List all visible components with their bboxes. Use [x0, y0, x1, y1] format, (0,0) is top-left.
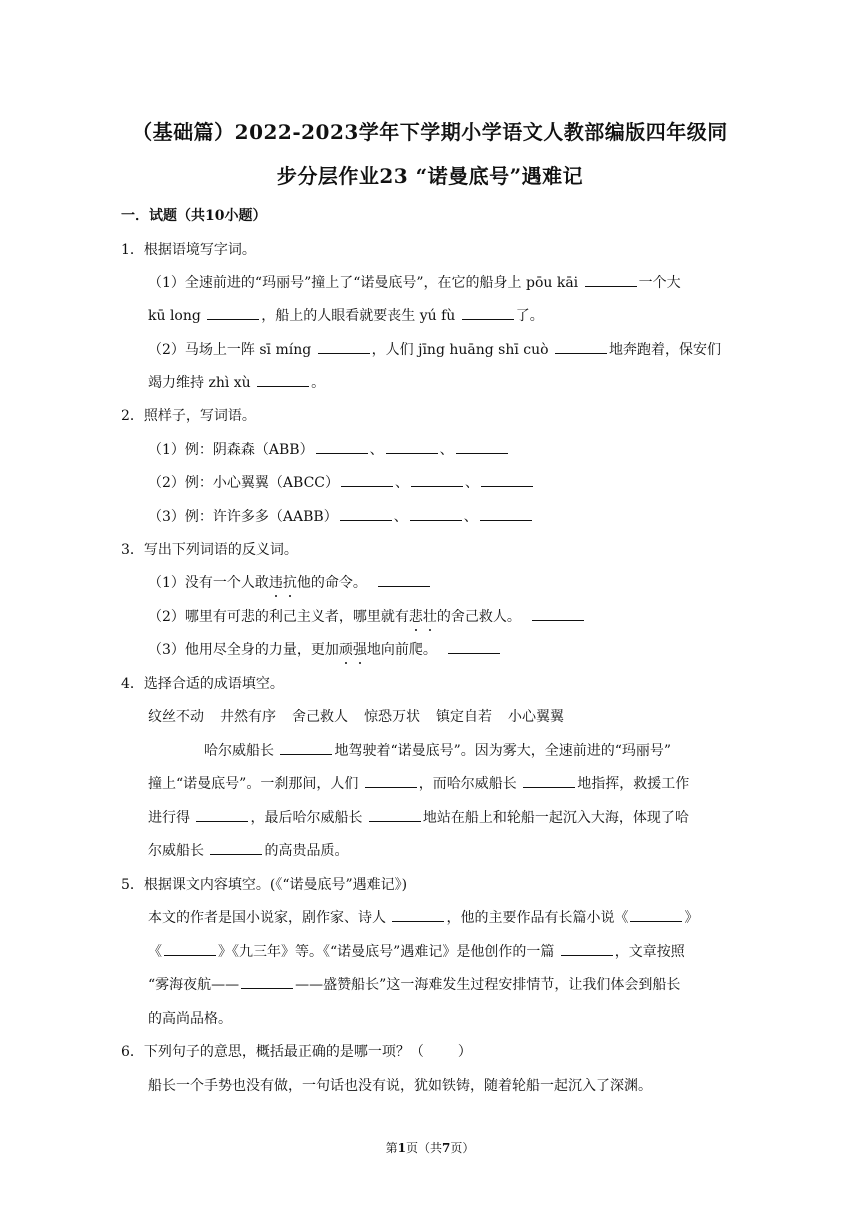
emphasis-char: 违	[269, 572, 283, 592]
q4-text: 尔威船长	[148, 843, 209, 859]
q4-text: 哈尔威船长	[204, 743, 279, 759]
q3-line1	[148, 572, 432, 592]
q5-text: ，文章按照	[614, 944, 685, 960]
footer-text: 第	[385, 1141, 398, 1155]
q1-text: 竭力维持 zhì xù	[148, 375, 256, 391]
q6-sentence: 船长一个手势也没有做，一句话也没有说，犹如铁铸，随着轮船一起沉入了深渊。	[148, 1078, 652, 1094]
q1-text: kū long	[148, 308, 206, 324]
answer-blank[interactable]	[411, 472, 463, 487]
q5-line4: 的高尚品格。	[148, 1011, 232, 1027]
q4-para-line4	[148, 840, 348, 860]
q1-text: 。	[311, 375, 326, 391]
q6-heading	[121, 1041, 472, 1061]
q5-line2	[148, 941, 685, 961]
idiom-option: 小心翼翼	[508, 709, 564, 725]
q3-text: 的舍己救人。	[436, 609, 521, 625]
answer-blank[interactable]	[378, 572, 430, 587]
q1-heading: 1．根据语境写字词。	[121, 242, 256, 258]
q2-prompt: （3）例：许许多多（AABB）	[148, 509, 338, 525]
q3-line2	[148, 606, 586, 626]
separator: 、	[439, 442, 454, 458]
answer-blank[interactable]	[392, 907, 444, 922]
q4-text: 进行得	[148, 810, 195, 826]
q5-text: 》	[684, 910, 699, 926]
answer-blank[interactable]	[410, 506, 462, 521]
answer-blank[interactable]	[340, 506, 392, 521]
page-footer	[0, 1139, 860, 1156]
emphasis-char: 顽	[339, 639, 353, 659]
q1-text: 了。	[515, 308, 544, 324]
answer-blank[interactable]	[630, 907, 682, 922]
q4-para-line3	[148, 807, 689, 827]
answer-blank[interactable]	[365, 773, 417, 788]
doc-title-line2: 步分层作业23 “诺曼底号”遇难记	[276, 164, 584, 188]
q5-line1	[148, 907, 698, 927]
q4-text: ，最后哈尔威船长	[250, 810, 367, 826]
emphasis-char: 悲	[409, 606, 423, 626]
answer-blank[interactable]	[164, 941, 216, 956]
q3-text: 地向前爬。	[366, 642, 437, 658]
idiom-option: 惊恐万状	[364, 709, 420, 725]
q5-text: ——盛赞船长”这一海难发生过程安排情节，让我们体会到船长	[295, 977, 681, 993]
q3-text: （2）哪里有可悲的利己主义者，哪里就有	[148, 609, 409, 625]
q1-part1-line1	[148, 272, 681, 292]
footer-text: 页（共	[405, 1141, 442, 1155]
separator: 、	[463, 509, 478, 525]
q2-line2	[148, 472, 535, 492]
q5-text: 本文的作者是国小说家，剧作家、诗人	[148, 910, 391, 926]
q5-text: ，他的主要作品有长篇小说《	[446, 910, 629, 926]
q4-text: 地站在船上和轮船一起沉入大海，体现了哈	[422, 810, 689, 826]
page-number: 1	[397, 1141, 406, 1155]
q3-heading: 3．写出下列词语的反义词。	[121, 542, 298, 558]
idiom-options	[148, 706, 580, 726]
q1-text: 一个大	[638, 275, 681, 291]
answer-blank[interactable]	[369, 807, 421, 822]
answer-blank[interactable]	[257, 372, 309, 387]
q1-part1-line2	[148, 305, 544, 325]
answer-blank[interactable]	[561, 941, 613, 956]
answer-blank[interactable]	[341, 472, 393, 487]
answer-blank[interactable]	[386, 439, 438, 454]
q3-line3	[148, 639, 502, 659]
q5-line3	[148, 974, 680, 994]
answer-blank[interactable]	[448, 639, 500, 654]
emphasis-char: 强	[353, 639, 367, 659]
answer-blank[interactable]	[280, 740, 332, 755]
separator: 、	[393, 509, 408, 525]
q3-text: （3）他用尽全身的力量，更加	[148, 642, 339, 658]
idiom-option: 舍己救人	[292, 709, 348, 725]
q2-heading: 2．照样子，写词语。	[121, 408, 256, 424]
q4-text: 地驾驶着“诺曼底号”。因为雾大，全速前进的“玛丽号”	[334, 743, 672, 759]
separator: 、	[395, 475, 409, 491]
q5-heading: 5．根据课文内容填空。(《“诺曼底号”遇难记》)	[121, 877, 408, 893]
page-total: 7	[442, 1141, 451, 1155]
separator: 、	[369, 442, 384, 458]
section-heading: 一．试题（共10小题）	[121, 208, 267, 224]
q2-prompt: （1）例：阴森森（ABB）	[148, 442, 314, 458]
q4-text: ，而哈尔威船长	[418, 776, 522, 792]
q2-line1	[148, 439, 510, 459]
answer-blank[interactable]	[555, 339, 607, 354]
q6-text: 6．下列句子的意思，概括最正确的是哪一项？（	[121, 1044, 424, 1060]
answer-blank[interactable]	[196, 807, 248, 822]
q4-text: 撞上“诺曼底号”。一刹那间，人们	[148, 776, 363, 792]
q1-text: （2）马场上一阵 sī míng	[148, 342, 316, 358]
doc-title-line1: （基础篇）2022-2023学年下学期小学语文人教部编版四年级同	[132, 120, 728, 144]
q6-text: ）	[457, 1044, 472, 1060]
answer-blank[interactable]	[210, 840, 262, 855]
q3-text: （1）没有一个人敢	[148, 575, 269, 591]
answer-blank[interactable]	[523, 773, 575, 788]
idiom-option: 纹丝不动	[148, 709, 204, 725]
q1-text: ，人们 jīng huāng shī cuò	[371, 342, 554, 358]
q4-text: 地指挥，救援工作	[577, 776, 690, 792]
answer-blank[interactable]	[532, 606, 584, 621]
q1-text: ，船上的人眼看就要丧生 yú fù	[261, 308, 460, 324]
q2-line3	[148, 506, 534, 526]
q5-text: 《	[148, 944, 162, 960]
idiom-option: 井然有序	[220, 709, 276, 725]
answer-blank[interactable]	[318, 339, 370, 354]
answer-blank[interactable]	[462, 305, 514, 320]
answer-blank[interactable]	[241, 974, 293, 989]
q4-text: 的高贵品质。	[264, 843, 349, 859]
q5-text: 》《九三年》等。《“诺曼底号”遇难记》是他创作的一篇	[218, 944, 559, 960]
answer-blank[interactable]	[456, 439, 508, 454]
emphasis-char: 壮	[423, 606, 437, 626]
q4-heading: 4．选择合适的成语填空。	[121, 676, 284, 692]
footer-text: 页）	[450, 1141, 475, 1155]
answer-blank[interactable]	[316, 439, 368, 454]
emphasis-char: 抗	[283, 572, 297, 592]
q2-prompt: （2）例：小心翼翼（ABCC）	[148, 475, 339, 491]
q1-text: （1）全速前进的“玛丽号”撞上了“诺曼底号”，在它的船身上 pōu kāi	[148, 275, 583, 291]
q4-para-line2	[148, 773, 689, 793]
q1-text: 地奔跑着，保安们	[609, 342, 722, 358]
idiom-option: 镇定自若	[436, 709, 492, 725]
q4-para-line1	[204, 740, 671, 760]
q1-part2-line1	[148, 339, 721, 359]
answer-blank[interactable]	[585, 272, 637, 287]
q5-text: “雾海夜航——	[148, 977, 240, 993]
answer-blank[interactable]	[207, 305, 259, 320]
separator: 、	[465, 475, 479, 491]
answer-blank[interactable]	[481, 472, 533, 487]
q1-part2-line2	[148, 372, 325, 392]
q3-text: 他的命令。	[296, 575, 367, 591]
answer-blank[interactable]	[480, 506, 532, 521]
